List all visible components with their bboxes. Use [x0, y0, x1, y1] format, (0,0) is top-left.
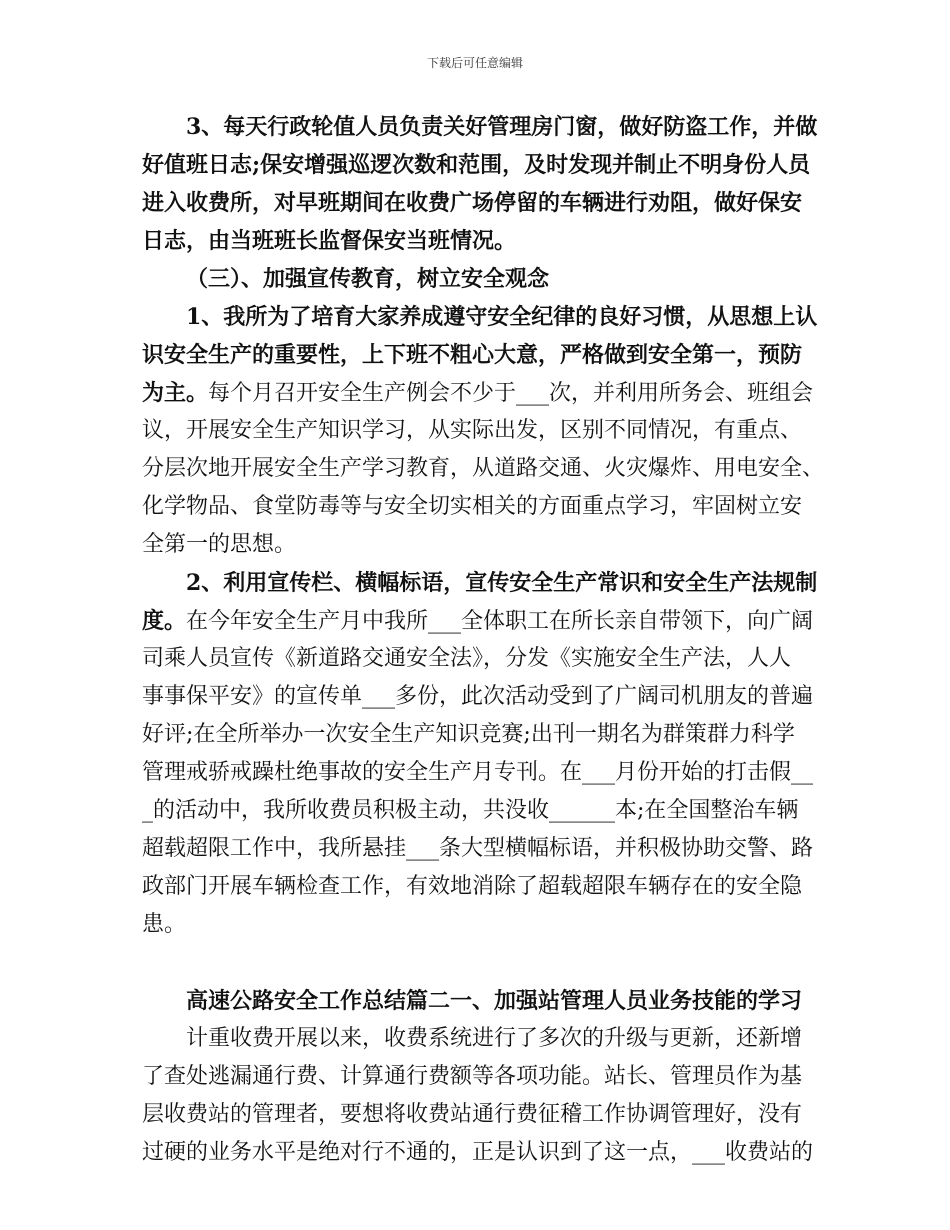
paragraph-line: 日志，由当班班长监督保安当班情况。: [142, 228, 517, 254]
normal-run: 在今年安全生产月中我所___全体职工在所长亲自带领下，向广阔: [186, 609, 814, 634]
paragraph-line: 司乘人员宣传《新道路交通安全法》，分发《实施安全生产法，人人: [142, 646, 792, 671]
paragraph-line: 好评;在全所举办一次安全生产知识竞赛;出刊一期名为群策群力科学: [142, 722, 795, 747]
paragraph-line: 1、我所为了培育大家养成遵守安全纪律的良好习惯，从思想上认: [186, 304, 818, 330]
paragraph-line: 分层次地开展安全生产学习教育，从道路交通、火灾爆炸、用电安全、: [142, 456, 825, 481]
paragraph-line: 好值班日志;保安增强巡逻次数和范围，及时发现并制止不明身份人员: [142, 152, 811, 178]
page-header-note: 下载后可任意编辑: [426, 56, 523, 70]
document-body: [142, 108, 825, 1172]
paragraph-line: [142, 602, 814, 640]
paragraph-line: 管理戒骄戒躁杜绝事故的安全生产月专刊。在___月份开始的打击假__: [142, 760, 814, 785]
paragraph-line: 全第一的思想。: [142, 532, 297, 557]
paragraph-line: 识安全生产的重要性，上下班不粗心大意，严格做到安全第一，预防: [142, 342, 803, 368]
paragraph-line: [142, 374, 814, 412]
paragraph-line: 事事保平安》的宣传单___多份，此次活动受到了广阔司机朋友的普遍: [142, 684, 814, 709]
paragraph-line: 进入收费所，对早班期间在收费广场停留的车辆进行劝阻，做好保安: [142, 190, 803, 216]
paragraph-line: 2、利用宣传栏、横幅标语，宣传安全生产常识和安全生产法规制: [186, 570, 818, 596]
section-heading: （三）、加强宣传教育，树立安全观念: [186, 266, 550, 292]
paragraph-line: [142, 944, 814, 982]
paragraph-line: 患。: [142, 912, 187, 937]
paragraph-line: 3、每天行政轮值人员负责关好管理房门窗，做好防盗工作，并做: [186, 114, 818, 140]
paragraph-line: 超载超限工作中，我所悬挂___条大型横幅标语，并积极协助交警、路: [142, 836, 814, 861]
paragraph-line: 化学物品、食堂防毒等与安全切实相关的方面重点学习，牢固树立安: [142, 494, 803, 519]
section-heading: 高速公路安全工作总结篇二一、加强站管理人员业务技能的学习: [186, 988, 803, 1014]
paragraph-line: 议，开展安全生产知识学习，从实际出发，区别不同情况，有重点、: [142, 418, 803, 443]
paragraph-line: 层收费站的管理者，要想将收费站通行费征稽工作协调管理好，没有: [142, 1102, 803, 1127]
paragraph-line: _的活动中，我所收费员积极主动，共没收______本;在全国整治车辆: [142, 798, 799, 823]
paragraph-line: 政部门开展车辆检查工作，有效地消除了超载超限车辆存在的安全隐: [142, 874, 803, 899]
bold-run: 为主。: [142, 380, 209, 406]
bold-run: 度。: [142, 608, 187, 634]
paragraph-line: 过硬的业务水平是绝对行不通的，正是认识到了这一点，___收费站的: [142, 1140, 814, 1165]
paragraph-line: 计重收费开展以来，收费系统进行了多次的升级与更新，还新增: [186, 1026, 803, 1051]
paragraph-line: 了查处逃漏通行费、计算通行费额等各项功能。站长、管理员作为基: [142, 1064, 803, 1089]
normal-run: 每个月召开安全生产例会不少于___次，并利用所务会、班组会: [208, 381, 814, 406]
